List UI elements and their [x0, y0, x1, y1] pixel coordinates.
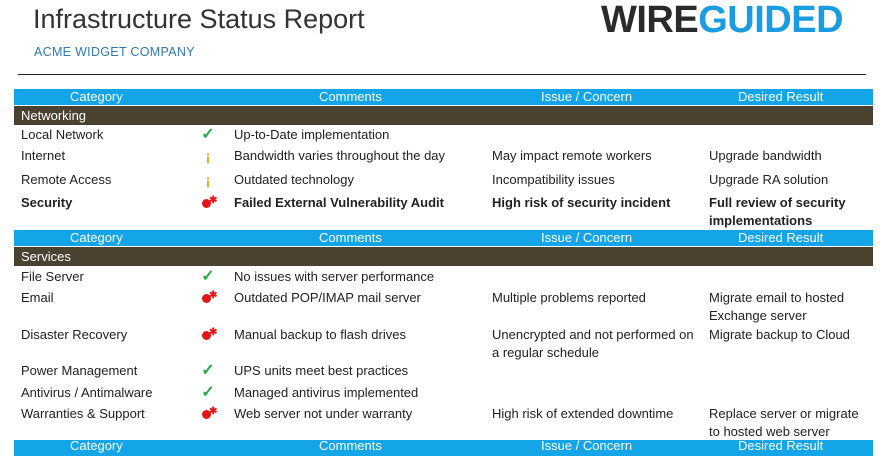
row-desired: Replace server or migrate to hosted web server — [709, 406, 859, 439]
header-divider — [18, 74, 866, 75]
row-category: Antivirus / Antimalware — [21, 385, 153, 400]
check-icon: ✓ — [201, 362, 215, 379]
row-issue: May impact remote workers — [492, 148, 652, 163]
row-comments: UPS units meet best practices — [234, 363, 409, 378]
column-header-row — [14, 230, 873, 246]
report-title: Infrastructure Status Report — [33, 4, 365, 34]
column-header-desired: Desired Result — [738, 230, 824, 245]
row-category: Email — [21, 290, 54, 305]
row-comments: Up-to-Date implementation — [234, 127, 390, 142]
column-header-issue: Issue / Concern — [541, 438, 633, 453]
row-comments: Manual backup to flash drives — [234, 327, 406, 342]
row-category: Local Network — [21, 127, 104, 142]
column-header-desired: Desired Result — [738, 438, 824, 453]
row-category: Disaster Recovery — [21, 327, 128, 342]
column-header-category: Category — [70, 89, 123, 104]
check-icon: ✓ — [201, 268, 215, 285]
column-header-comments: Comments — [319, 89, 382, 104]
column-header-comments: Comments — [319, 230, 382, 245]
bomb-icon: ✱ — [198, 289, 218, 310]
warning-icon: ¡ — [205, 172, 211, 188]
section-header-networking: Networking — [14, 106, 873, 125]
check-icon: ✓ — [201, 384, 215, 401]
column-header-category: Category — [70, 438, 123, 453]
row-desired: Upgrade RA solution — [709, 172, 829, 187]
column-header-issue: Issue / Concern — [541, 230, 633, 245]
row-issue: High risk of security incident — [492, 195, 671, 210]
row-category: Internet — [21, 148, 66, 163]
row-comments: Bandwidth varies throughout the day — [234, 148, 446, 163]
column-header-comments: Comments — [319, 438, 382, 453]
column-header-issue: Issue / Concern — [541, 89, 633, 104]
row-issue: Incompatibility issues — [492, 172, 615, 187]
row-category: Security — [21, 195, 73, 210]
company-name: ACME WIDGET COMPANY — [34, 45, 195, 59]
row-comments: Failed External Vulnerability Audit — [234, 195, 444, 210]
row-category: Power Management — [21, 363, 138, 378]
row-category: File Server — [21, 269, 84, 284]
row-issue: High risk of extended downtime — [492, 406, 674, 421]
row-category: Warranties & Support — [21, 406, 145, 421]
check-icon: ✓ — [201, 126, 215, 143]
column-header-desired: Desired Result — [738, 89, 824, 104]
bomb-icon: ✱ — [198, 194, 218, 215]
row-desired: Full review of security implementations — [709, 195, 846, 228]
row-category: Remote Access — [21, 172, 112, 187]
row-comments: Outdated POP/IMAP mail server — [234, 290, 421, 305]
row-issue: Multiple problems reported — [492, 290, 646, 305]
row-comments: No issues with server performance — [234, 269, 435, 284]
wireguided-logo: WIREGUIDED — [601, 0, 844, 41]
bomb-icon: ✱ — [198, 326, 218, 347]
section-header-services: Services — [14, 247, 873, 266]
column-header-category: Category — [70, 230, 123, 245]
row-issue: Unencrypted and not performed on a regular schedule — [492, 327, 694, 360]
bomb-icon: ✱ — [198, 405, 218, 426]
row-comments: Managed antivirus implemented — [234, 385, 419, 400]
row-comments: Web server not under warranty — [234, 406, 413, 421]
column-header-row — [14, 440, 873, 456]
row-desired: Migrate email to hosted Exchange server — [709, 290, 845, 323]
row-comments: Outdated technology — [234, 172, 354, 187]
row-desired: Upgrade bandwidth — [709, 148, 822, 163]
warning-icon: ¡ — [205, 148, 211, 164]
column-header-row — [14, 89, 873, 105]
row-desired: Migrate backup to Cloud — [709, 327, 850, 342]
